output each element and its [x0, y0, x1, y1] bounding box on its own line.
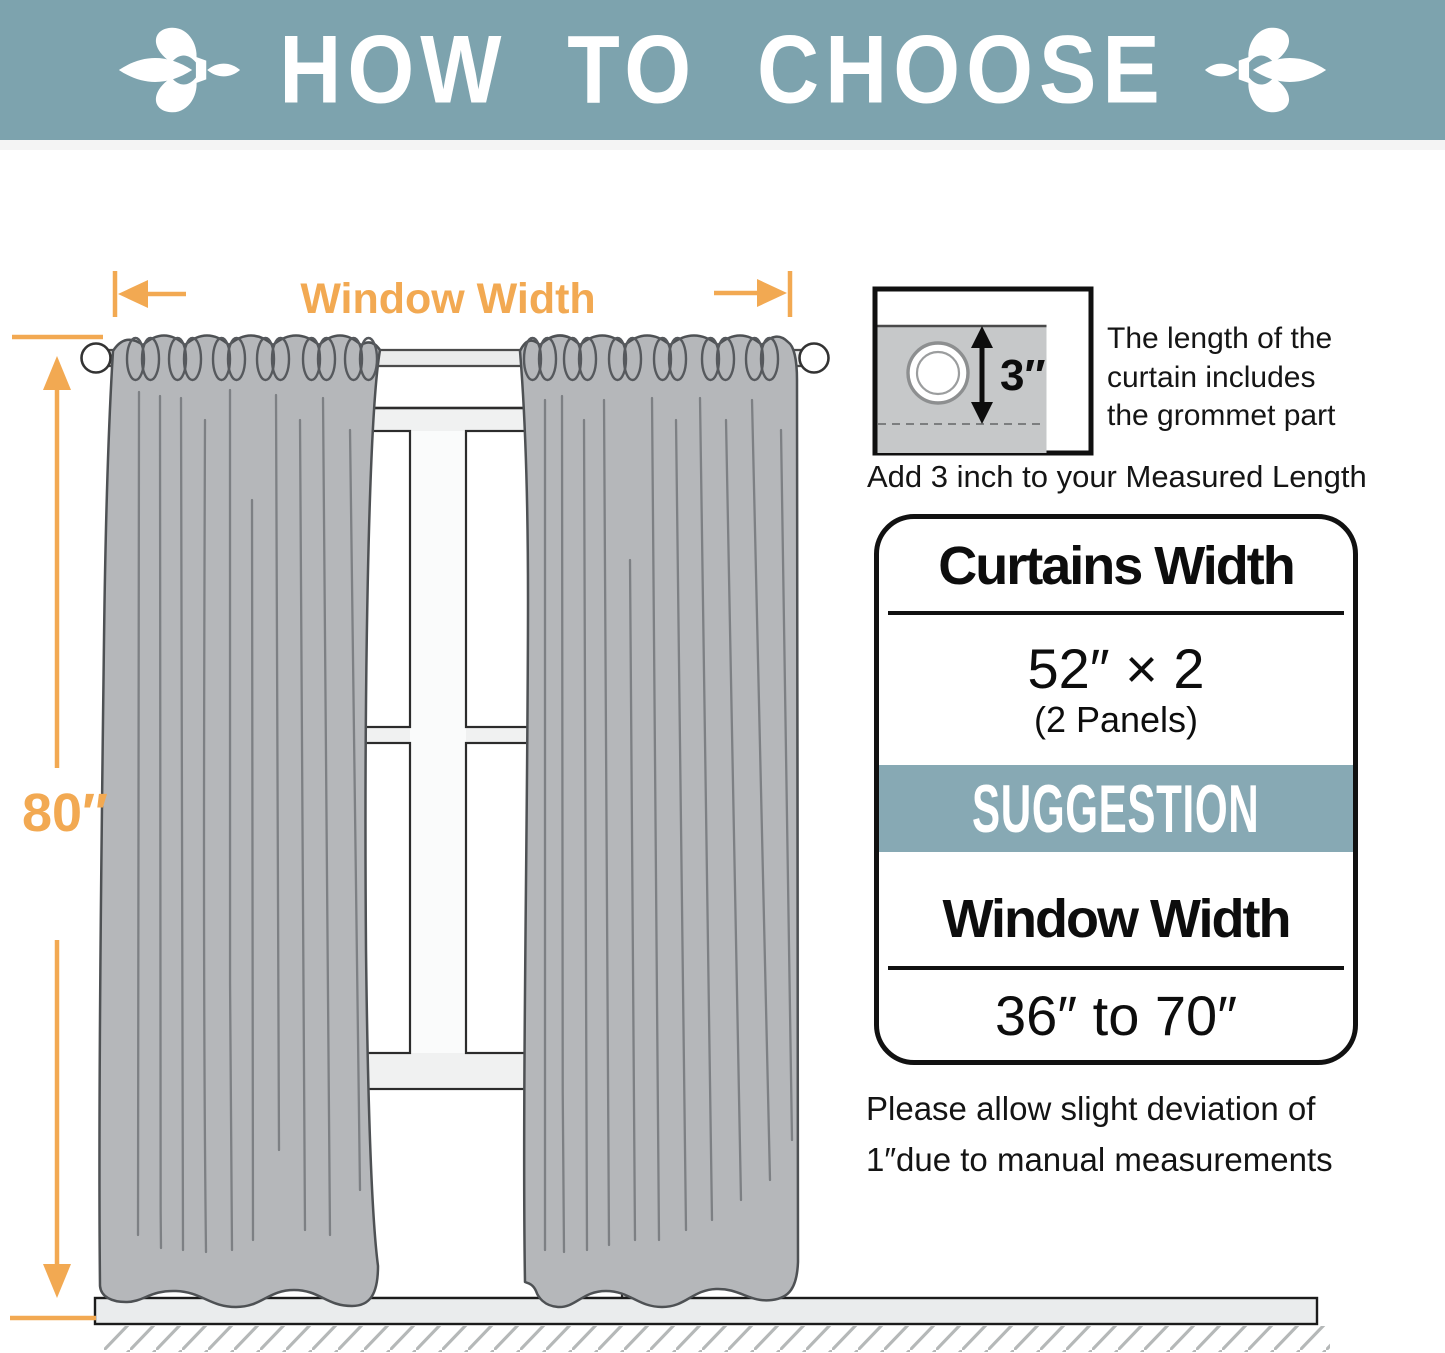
grommet-description-line: curtain includes: [1107, 360, 1316, 394]
floor: [95, 1298, 1330, 1352]
height-label: 80″: [22, 783, 108, 843]
suggestion-box: [874, 514, 1358, 1065]
suggestion-band-label: SUGGESTION: [972, 770, 1260, 847]
window-width-annotation: [115, 271, 790, 323]
floor-hatching: [104, 1326, 1330, 1352]
arrow-down-icon: [43, 1264, 71, 1298]
arrow-up-icon: [43, 356, 71, 390]
rod-finial-left: [82, 344, 111, 373]
arrow-right-icon: [757, 279, 787, 307]
curtains-width-title: Curtains Width: [938, 536, 1294, 596]
deviation-note-line: Please allow slight deviation of: [866, 1090, 1316, 1127]
fleur-de-lis-right-icon: [1204, 22, 1328, 118]
grommet-size-label: 3″: [1000, 351, 1046, 400]
page-title: HOW TO CHOOSE: [279, 16, 1166, 124]
rod-finial-right: [800, 344, 829, 373]
grommet-description-line: The length of the: [1107, 322, 1333, 355]
window-width-value: 36″ to 70″: [994, 984, 1238, 1047]
divider: [888, 611, 1344, 615]
grommet-detail-figure: [872, 286, 1094, 456]
curtain-panel-right: [520, 336, 799, 1308]
window-width-label: Window Width: [300, 275, 596, 323]
deviation-note: [866, 1083, 1426, 1185]
grommet-description-line: the grommet part: [1107, 399, 1336, 432]
divider: [888, 966, 1344, 970]
fleur-de-lis-left-icon: [117, 22, 241, 118]
window-mullion: [410, 431, 466, 1053]
suggestion-band: [879, 765, 1353, 852]
window-width-title: Window Width: [942, 889, 1290, 949]
arrow-left-icon: [118, 280, 148, 308]
curtain-panel-left: [99, 336, 380, 1308]
panels-note: (2 Panels): [1033, 699, 1199, 740]
curtains-width-value: 52″ × 2: [1027, 637, 1205, 700]
header-banner: [0, 0, 1445, 150]
height-annotation: [10, 337, 108, 1318]
deviation-note-line: 1″due to manual measurements: [866, 1141, 1333, 1178]
grommet-description: [1107, 320, 1437, 436]
grommet-add-note: Add 3 inch to your Measured Length: [867, 459, 1367, 494]
